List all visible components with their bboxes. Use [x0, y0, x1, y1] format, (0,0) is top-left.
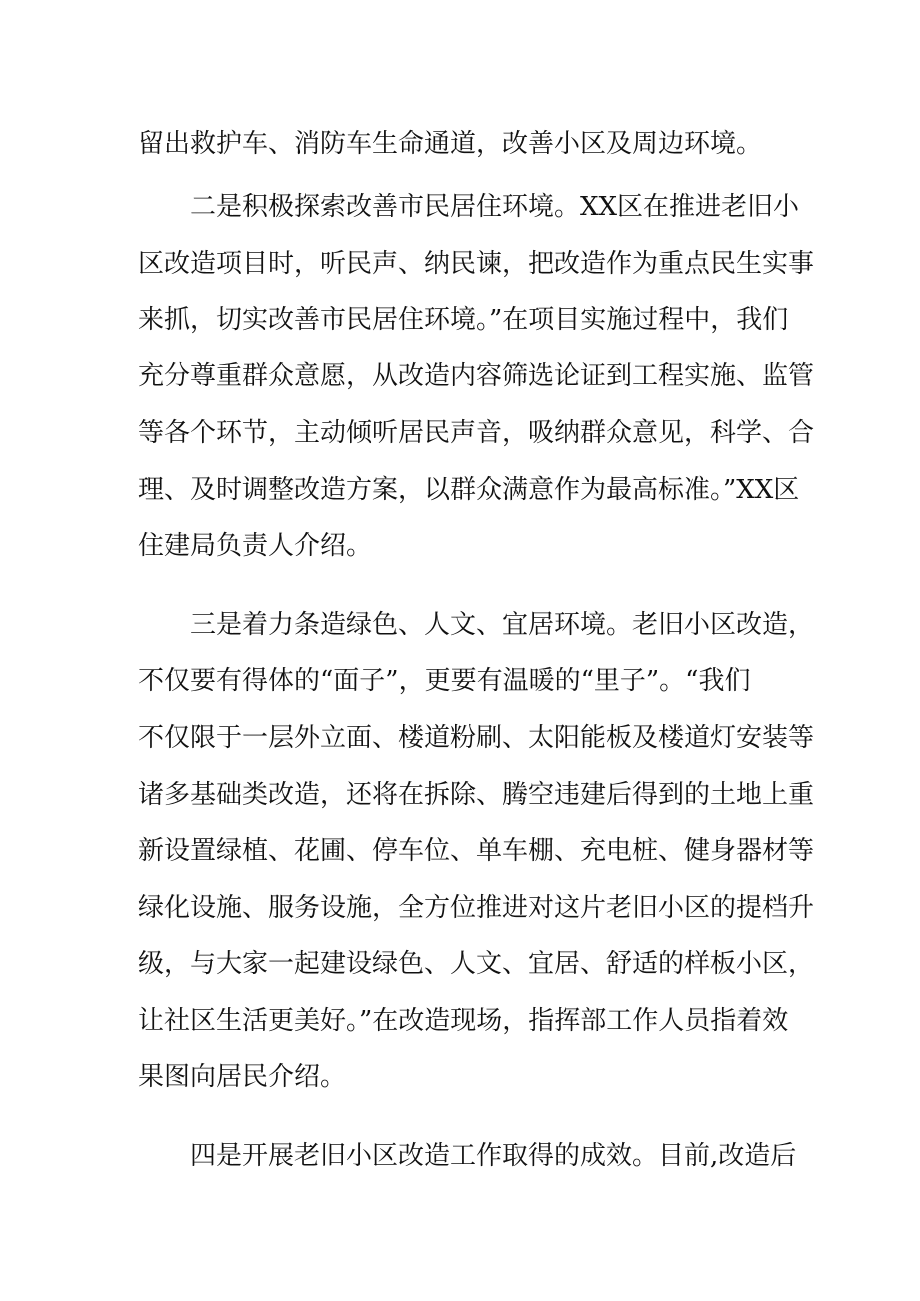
text-line: 绿化设施、服务设施，全方位推进对这片老旧小区的提档升 — [138, 893, 815, 923]
paragraph-first-line: 二是积极探索改善市民居住环境。XX区在推进老旧小 — [190, 192, 800, 222]
text-line: 不仅要有得体的“面子”，更要有温暖的“里子”。“我们 — [138, 666, 751, 696]
text-line: 诸多基础类改造，还将在拆除、腾空违建后得到的土地上重 — [138, 780, 815, 810]
text-line: 等各个环节，主动倾听居民声音，吸纳群众意见，科学、合 — [138, 418, 815, 448]
paragraph-first-line: 四是开展老旧小区改造工作取得的成效。目前,改造后 — [190, 1141, 797, 1171]
text-line: 新设置绿植、花圃、停车位、单车棚、充电桩、健身器材等 — [138, 836, 815, 866]
text-line: 不仅限于一层外立面、楼道粉刷、太阳能板及楼道灯安装等 — [138, 723, 815, 753]
text-line: 果图向居民介绍。 — [138, 1062, 347, 1092]
text-line: 充分尊重群众意愿，从改造内容筛选论证到工程实施、监管 — [138, 361, 815, 391]
text-line: 区改造项目时，听民声、纳民谏，把改造作为重点民生实事 — [138, 249, 815, 279]
text-line: 理、及时调整改造方案，以群众满意作为最高标准。”XX区 — [138, 475, 800, 505]
text-line: 级，与大家一起建设绿色、人文、宜居、舒适的样板小区， — [138, 949, 815, 979]
text-line: 让社区生活更美好。”在改造现场，指挥部工作人员指着效 — [138, 1006, 789, 1036]
text-line: 住建局负责人介绍。 — [138, 531, 373, 561]
paragraph-first-line: 三是着力条造绿色、人文、宜居环境。老旧小区改造， — [190, 610, 815, 640]
text-line: 留出救护车、消防车生命通道，改善小区及周边环境。 — [138, 129, 763, 159]
text-line: 来抓，切实改善市民居住环境。”在项目实施过程中，我们 — [138, 305, 789, 335]
